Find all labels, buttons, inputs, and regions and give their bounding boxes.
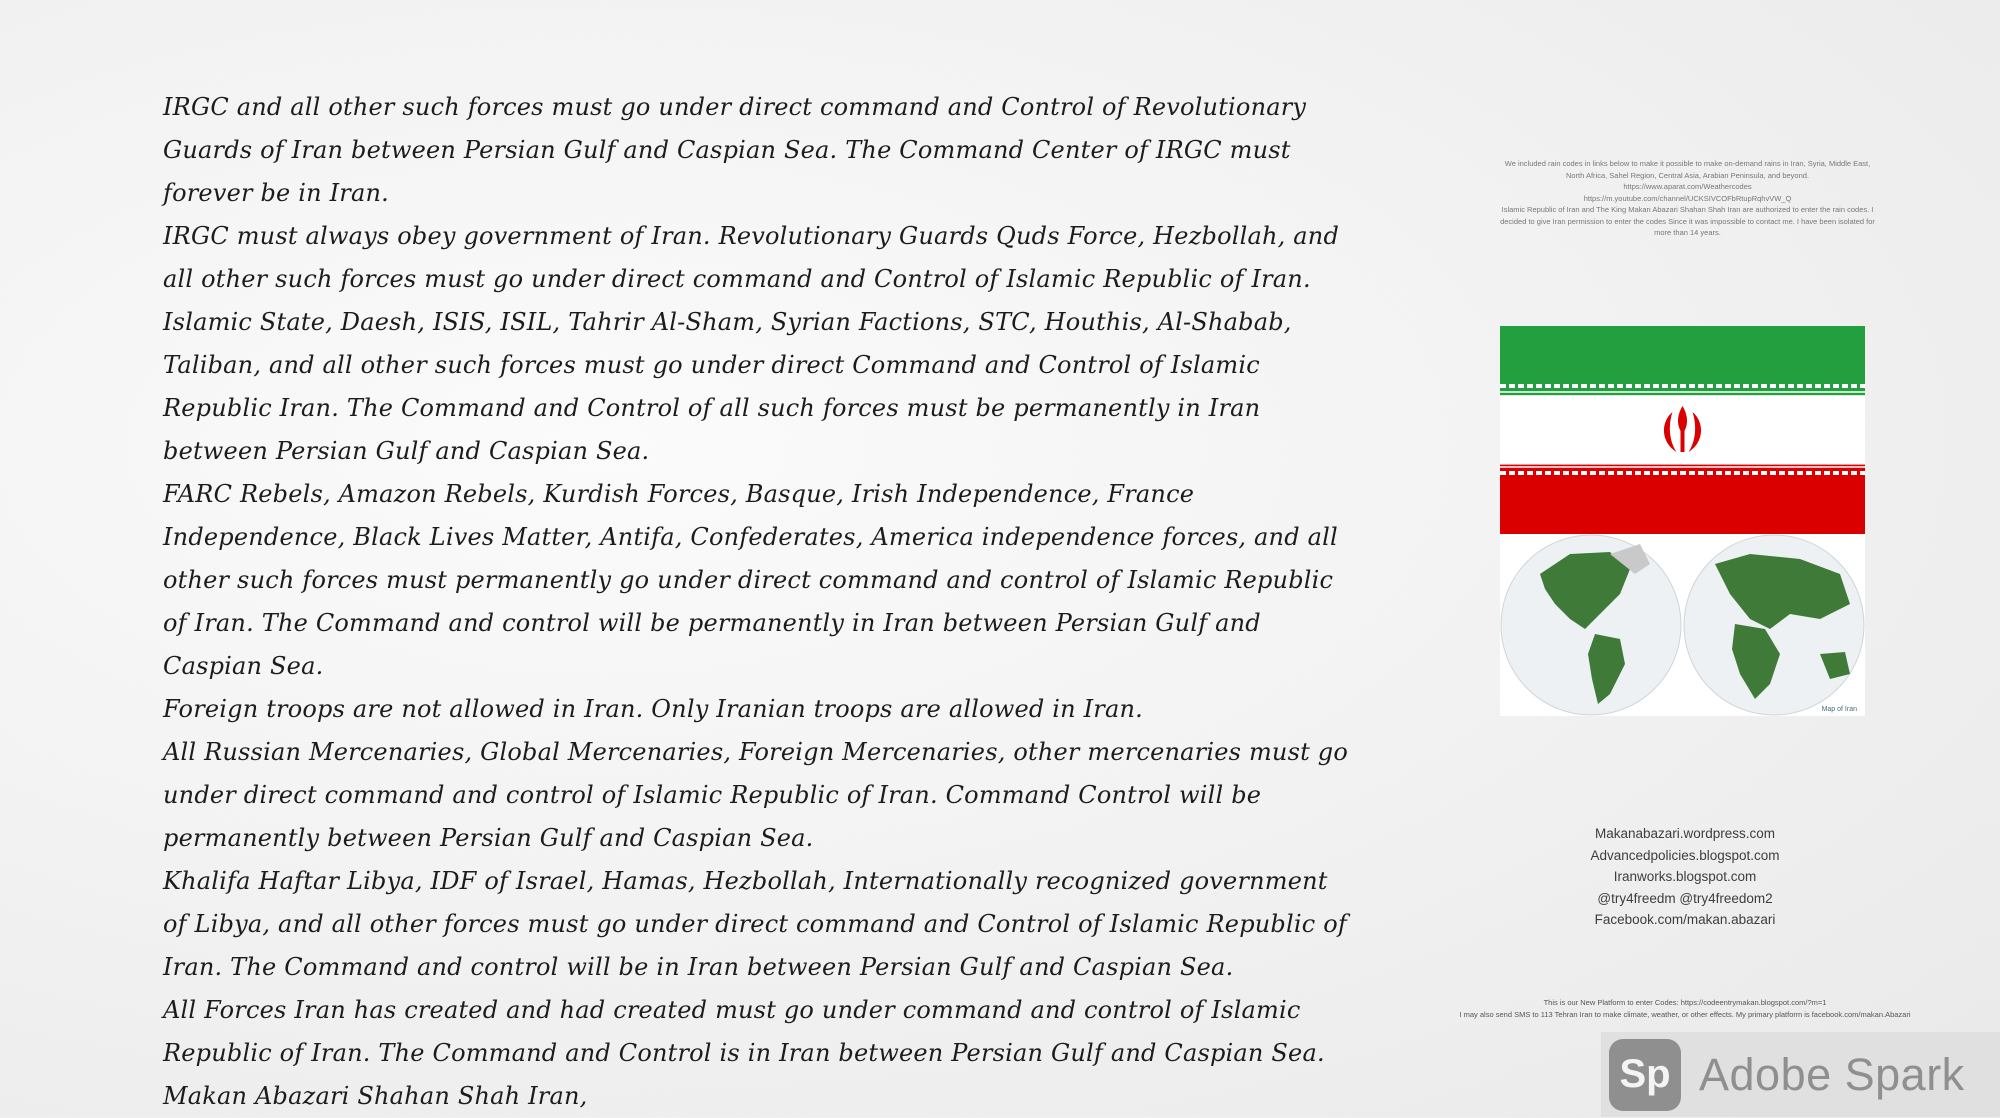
spark-logo-icon: Sp [1609, 1039, 1681, 1111]
main-text-block [163, 86, 1348, 1118]
signature-line: Makan Abazari Shahan Shah Iran, [163, 1082, 588, 1110]
link-iranworks[interactable]: Iranworks.blogspot.com [1613, 869, 1757, 884]
side-note-link[interactable]: https://m.youtube.com/channel/UCKSIVCOFbRtupRqhvVW_Q [1583, 193, 1792, 203]
footer-note-sms: I may also send SMS to 113 Tehran Iran to make climate, weather, or other effects. My primary platform is facebook.com/makan.Abazari [1459, 1010, 1911, 1019]
social-links [1535, 823, 1835, 931]
footer-notes [1420, 997, 1950, 1021]
side-note: Islamic Republic of Iran and The King Makan Abazari Shahan Shah Iran are authorized to enter the rain codes. I decided to give Iran permission to enter the codes Since it was impossible to contact me. I have been isolated for more than 14 years. [1500, 205, 1875, 237]
flag-map-image [1500, 326, 1865, 716]
paragraph-libya: Khalifa Haftar Libya, IDF of Israel, Hamas, Hezbollah, Internationally recognized government of Libya, and all other forces must go under direct command and Control of Islamic Republic of Iran. The Command and control will be in Iran between Persian Gulf and Caspian Sea. [163, 867, 1347, 981]
paragraph-all-forces: All Forces Iran has created and had created must go under command and control of Islamic Republic of Iran. The Command and Control is in Iran between Persian Gulf and Caspian Sea. [163, 996, 1325, 1067]
paragraph-farc: FARC Rebels, Amazon Rebels, Kurdish Forces, Basque, Irish Independence, France Independence, Black Lives Matter, Antifa, Confederates, America independence forces, and all other such forces must permanently go under direct command and control of Islamic Republic of Iran. The Command and control will be permanently in Iran between Persian Gulf and Caspian Sea. [163, 480, 1338, 680]
link-advancedpolicies[interactable]: Advancedpolicies.blogspot.com [1590, 847, 1780, 863]
side-note: We included rain codes in links below to make it possible to make on-demand rains in Iran, Syria, Middle East, North Africa, Sahel Region, Central Asia, Arabian Peninsula, and beyond. [1504, 159, 1871, 180]
paragraph-mercenaries: All Russian Mercenaries, Global Mercenaries, Foreign Mercenaries, other mercenaries must go under direct command and control of Islamic Republic of Iran. Command Control will be permanently between Persian Gulf and Caspian Sea. [163, 738, 1348, 852]
iran-flag [1500, 326, 1865, 534]
watermark-label: Adobe Spark [1699, 1048, 1965, 1100]
paragraph-irgc-obey: IRGC must always obey government of Iran. Revolutionary Guards Quds Force, Hezbollah, and all other such forces must go under direct command and Control of Islamic Republic of Iran. [163, 222, 1340, 293]
adobe-spark-watermark[interactable] [1601, 1032, 2000, 1117]
paragraph-irgc: IRGC and all other such forces must go under direct command and Control of Revolutionary Guards of Iran between Persian Gulf and Caspian Sea. The Command Center of IRGC must forever be in Iran. [163, 93, 1307, 207]
side-note-link[interactable]: https://www.aparat.com/Weathercodes [1623, 182, 1752, 191]
world-globes-map [1500, 534, 1865, 716]
paragraph-foreign-troops: Foreign troops are not allowed in Iran. Only Iranian troops are allowed in Iran. [163, 695, 1143, 723]
link-twitter-handles[interactable]: @try4freedm @try4freedom2 [1597, 890, 1773, 906]
paragraph-islamic-state: Islamic State, Daesh, ISIS, ISIL, Tahrir Al-Sham, Syrian Factions, STC, Houthis, Al-Shabab, Taliban, and all other such forces must go under direct Command and Control of Islamic Republic Iran. The Command and Control of all such forces must be permanently in Iran between Persian Gulf and Caspian Sea. [163, 308, 1292, 465]
link-wordpress[interactable]: Makanabazari.wordpress.com [1594, 826, 1776, 841]
footer-note-platform: This is our New Platform to enter Codes: https://codeentrymakan.blogspot.com/?m=1 [1543, 998, 1827, 1007]
link-facebook[interactable]: Facebook.com/makan.abazari [1594, 912, 1776, 927]
side-notes [1500, 158, 1875, 239]
map-caption: Map of Iran [1821, 706, 1857, 713]
